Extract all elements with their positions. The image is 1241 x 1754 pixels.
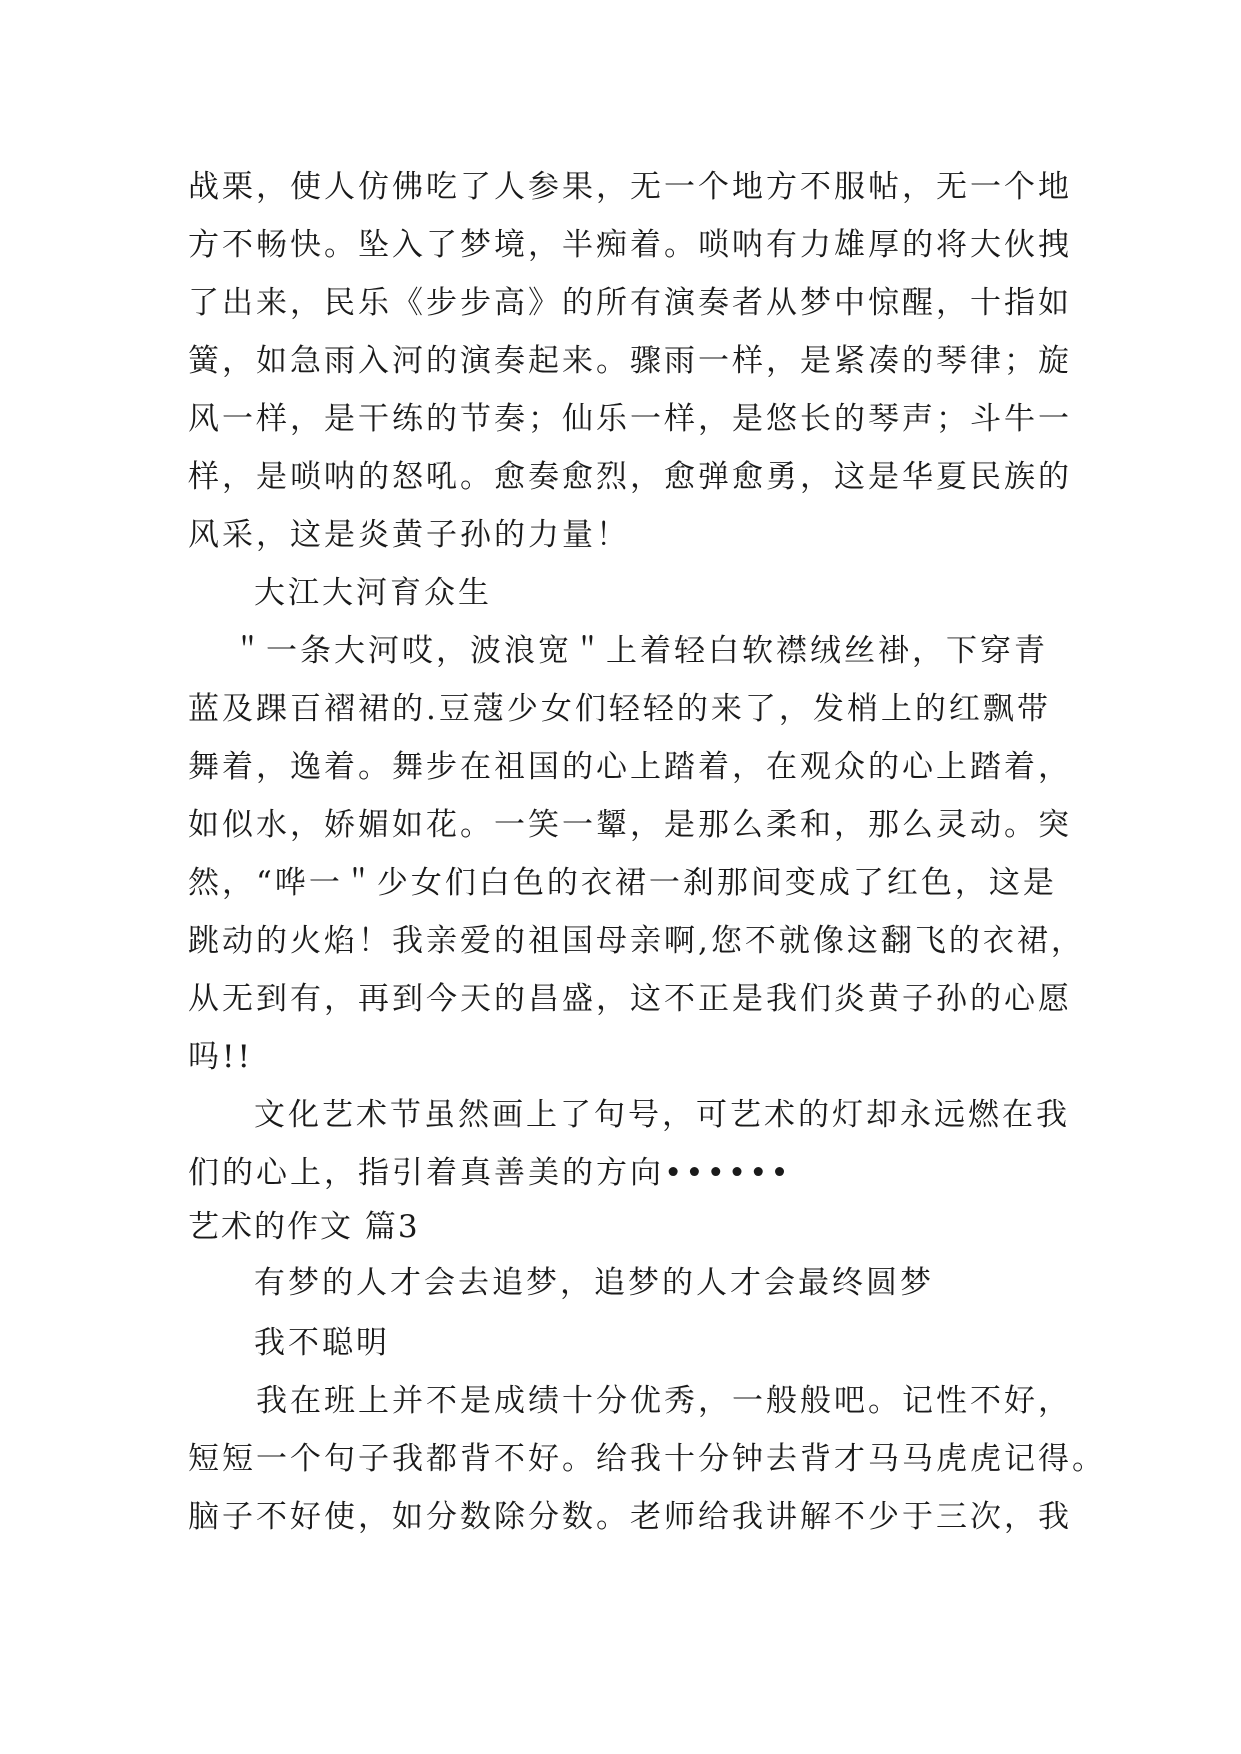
essay-heading: 艺术的作文 篇3 [188, 1209, 420, 1245]
section-subtitle: 我不聪明 [254, 1325, 390, 1361]
text-line: 战栗，使人仿佛吃了人参果，无一个地方不服帖，无一个地 [188, 169, 1072, 205]
text-line: 从无到有，再到今天的昌盛，这不正是我们炎黄子孙的心愿 [188, 981, 1072, 1017]
text-line: 短短一个句子我都背不好。给我十分钟去背才马马虎虎记得。 [188, 1441, 1106, 1477]
text-line: 簧，如急雨入河的演奏起来。骤雨一样，是紧凑的琴律；旋 [188, 343, 1072, 379]
text-line: 风采，这是炎黄子孙的力量！ [188, 517, 630, 553]
essay-epigraph: 有梦的人才会去追梦，追梦的人才会最终圆梦 [254, 1265, 934, 1301]
text-line: 了出来，民乐《步步高》的所有演奏者从梦中惊醒，十指如 [188, 285, 1072, 321]
text-line: 我在班上并不是成绩十分优秀，一般般吧。记性不好， [256, 1383, 1072, 1419]
text-line: 跳动的火焰！我亲爱的祖国母亲啊,您不就像这翻飞的衣裙， [188, 923, 1085, 959]
text-line: 然，“哗一＂少女们白色的衣裙一刹那间变成了红色，这是 [188, 865, 1057, 901]
text-line: 如似水，娇媚如花。一笑一颦，是那么柔和，那么灵动。突 [188, 807, 1072, 843]
text-line: 们的心上，指引着真善美的方向•••••• [188, 1155, 792, 1191]
text-line: 样，是唢呐的怒吼。愈奏愈烈，愈弹愈勇，这是华夏民族的 [188, 459, 1072, 495]
text-line: ＂一条大河哎，波浪宽＂上着轻白软襟绒丝褂，下穿青 [232, 633, 1048, 669]
text-line: 吗!! [188, 1039, 253, 1075]
text-line: 舞着，逸着。舞步在祖国的心上踏着，在观众的心上踏着， [188, 749, 1072, 785]
essay-body [188, 158, 1106, 1546]
text-line: 蓝及踝百褶裙的.豆蔻少女们轻轻的来了，发梢上的红飘带 [188, 691, 1051, 727]
text-line: 方不畅快。坠入了梦境，半痴着。唢呐有力雄厚的将大伙拽 [188, 227, 1072, 263]
text-line: 文化艺术节虽然画上了句号，可艺术的灯却永远燃在我 [254, 1097, 1070, 1133]
section-subtitle: 大江大河育众生 [254, 575, 492, 611]
text-line: 脑子不好使，如分数除分数。老师给我讲解不少于三次，我 [188, 1499, 1072, 1535]
text-line: 风一样，是干练的节奏；仙乐一样，是悠长的琴声；斗牛一 [188, 401, 1072, 437]
